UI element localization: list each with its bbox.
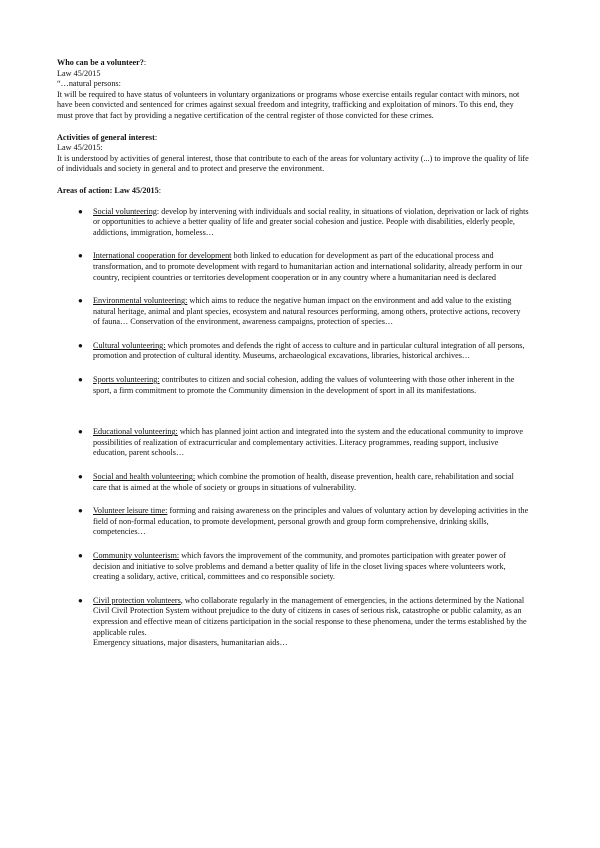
area-description: contributes to citizen and social cohesion, adding the values of volunteering with those other inherent in the sport, a firm commitment to promote the Community dimension in the development of sport in all its manifestations. [93,375,515,395]
bullet-icon: ● [78,506,83,516]
activities-law-reference: Law 45/2015: [57,143,103,153]
who-heading: Who can be a volunteer? [57,58,144,67]
area-term: Sports volunteering: [93,375,160,385]
list-item [57,296,529,328]
bullet-icon: ● [78,375,83,385]
bullet-icon: ● [78,472,83,482]
list-item [57,551,529,583]
area-description: forming and raising awareness on the principles and values of voluntary action by developing activities in the field of non-formal education, to promote development, personal growth and group form comprehensive, drinking skills, competencies… [93,506,529,537]
list-item [57,472,529,493]
area-term: Environmental volunteering: [93,296,188,306]
bullet-icon: ● [78,595,83,605]
activities-heading: Activities of general interest [57,132,155,142]
area-description: both linked to education for development as part of the educational process and transformation, and to promote development with regard to humanitarian action and international solidarity, already perform in our country, recipient countries or territories development cooperation or in any country where a humanitarian need is declared [93,251,523,282]
list-item [57,207,529,239]
section-activities [57,133,529,175]
area-description: which favors the improvement of the community, and promotes participation with greater power of decision and initiative to solve problems and demand a better quality of life in the closet living spaces where volunteers work, creating a solidary, active, critical, committees and co responsible society. [93,551,506,582]
area-term: Civil protection volunteers [93,595,181,605]
list-item [57,251,529,283]
bullet-icon: ● [78,551,83,560]
area-term: Social volunteering [93,206,157,216]
area-extra-line: Emergency situations, major disasters, humanitarian aids… [93,638,288,648]
activities-heading-line [57,133,529,144]
activities-heading-suffix: : [154,132,158,142]
area-term: Educational volunteering: [93,427,178,437]
who-heading-line [57,58,529,69]
area-description: , who collaborate regularly in the management of emergencies, in the actions determined by the National Civil Civil Protection System without prejudice to the duty of citizens in cases of serious risk, catastrophe or public calamity, as an expression and effective mean of citizens participation in the social response to these phenomena, under the terms established by the applicable rules. [93,595,527,637]
list-item [57,427,529,459]
area-description: : develop by intervening with individuals and social reality, in situations of violation, deprivation or lack of rights or opportunities to achieve a better quality of life and greater social cohesion and justice. People with disabilities, elderly people, addictions, immigration, homeless… [93,206,529,237]
areas-list [57,207,529,649]
bullet-icon: ● [78,340,83,350]
document-page [57,58,529,662]
area-term: Community volunteerism: [93,551,180,560]
area-term: Cultural volunteering: [93,340,166,350]
section-areas [57,186,529,649]
bullet-icon: ● [78,427,83,437]
area-description: which has planned joint action and integrated into the system and the educational community to improve possibilities of realization of extracurricular and complementary activities. Literacy programmes, reading support, inclusive education, parent schools… [93,427,523,458]
activities-paragraph: It is understood by activities of general interest, those that contribute to each of the areas for voluntary activity (...) to improve the quality of life of individuals and society in general and to protect and preserve the environment. [57,153,529,174]
areas-heading-line [57,186,529,197]
areas-heading-suffix: : [158,185,162,195]
area-term: International cooperation for development [93,251,232,261]
area-term: Volunteer leisure time: [93,506,168,516]
who-law-reference: Law 45/2015 [57,68,101,78]
list-item [57,341,529,362]
bullet-icon: ● [78,206,83,216]
list-item [57,596,529,649]
area-description: which promotes and defends the right of access to culture and in particular cultural integration of all persons, promotion and protection of cultural identity. Museums, archaeological excavations, libraries, historical archives… [93,340,525,361]
who-heading-suffix: : [143,58,147,67]
areas-heading: Areas of action: Law 45/2015 [57,185,159,195]
area-description: which combine the promotion of health, disease prevention, health care, rehabilitation and social care that is aimed at the whole of society or groups in situations of vulnerability. [93,472,514,492]
list-item [57,375,529,396]
who-paragraph: It will be required to have status of volunteers in voluntary organizations or programs whose exercise entails regular contact with minors, not have been convicted and sentenced for crimes against sexual freedom and integrity, trafficking and exploitation of minors. To this end, they must prove that fact by providing a negative certification of the central register of those convicted for these crimes. [57,89,520,120]
list-item [57,506,529,538]
who-quote: “…natural persons: [57,79,121,89]
bullet-icon: ● [78,296,83,306]
area-term: Social and health volunteering: [93,472,196,482]
section-who [57,58,529,122]
area-description: which aims to reduce the negative human impact on the environment and add value to the existing natural heritage, animal and plant species, ecosystem and natural resources performing, among others, protective actions, recovery of fauna… Conservation of the environment, awareness campaigns, protection of species… [93,296,521,327]
bullet-icon: ● [78,251,83,261]
